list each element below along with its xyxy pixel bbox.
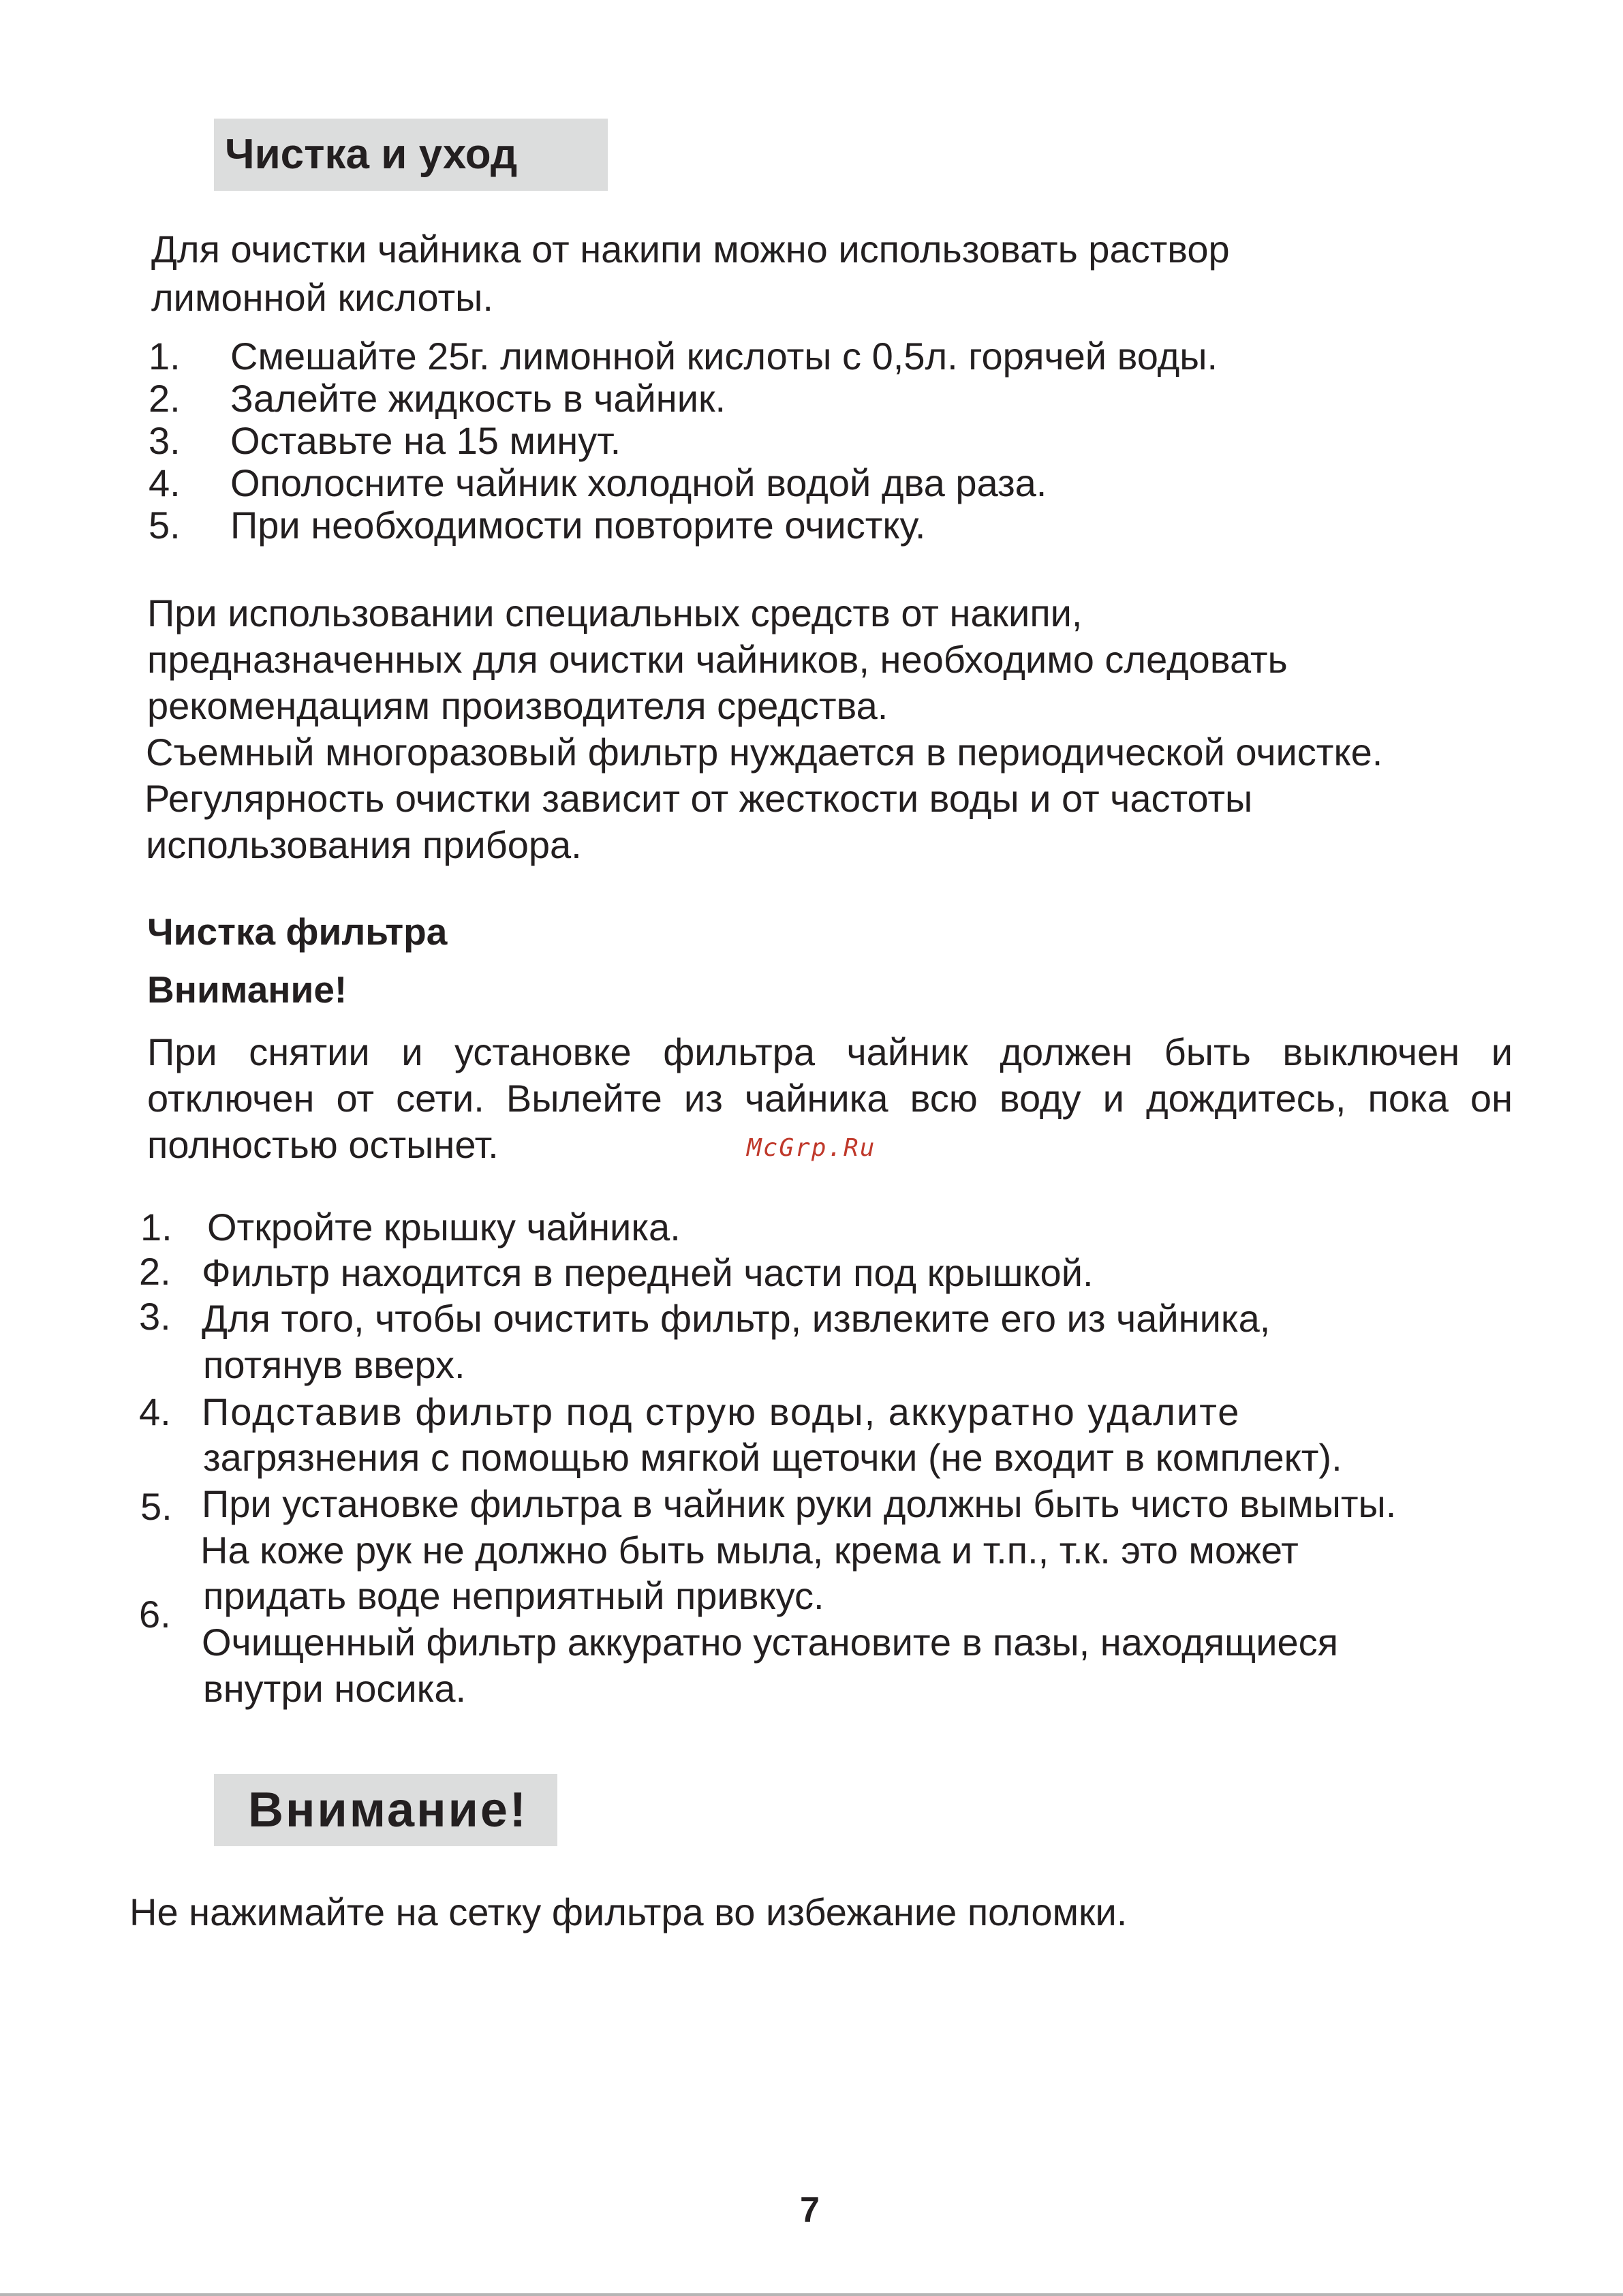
attention-text: Не нажимайте на сетку фильтра во избежание поломки. <box>129 1891 1128 1933</box>
filter-step-line: Откройте крышку чайника. <box>207 1206 681 1249</box>
filter-step-line: потянув вверх. <box>203 1343 465 1386</box>
care-paragraph-line-6: использования прибора. <box>146 823 582 866</box>
care-paragraph-line-3: рекомендациям производителя средства. <box>147 684 888 727</box>
intro-line-1: Для очистки чайника от накипи можно использовать раствор <box>151 228 1230 271</box>
care-step-text: При необходимости повторите очистку. <box>230 504 926 547</box>
filter-step-line: Очищенный фильтр аккуратно установите в пазы, находящиеся <box>202 1621 1338 1664</box>
filter-cleaning-heading: Чистка фильтра <box>147 910 448 953</box>
care-paragraph-line-4: Съемный многоразовый фильтр нуждается в периодической очистке. <box>146 731 1383 774</box>
filter-warning-line-3: полностью остынет. <box>147 1123 499 1166</box>
filter-step-line: внутри носика. <box>203 1667 467 1710</box>
care-step-number: 4. <box>149 461 181 504</box>
care-step-number: 5. <box>149 504 181 547</box>
section-title-attention: Внимание! <box>248 1783 528 1837</box>
watermark: McGrp.Ru <box>747 1134 876 1162</box>
filter-step-line: При установке фильтра в чайник руки должны быть чисто вымыты. <box>202 1482 1397 1525</box>
care-paragraph-line-2: предназначенных для очистки чайников, необходимо следовать <box>147 638 1288 681</box>
filter-warning-line-2: отключен от сети. Вылейте из чайника всю воду и дождитесь, пока он <box>147 1077 1513 1120</box>
filter-step-number: 4. <box>139 1390 171 1433</box>
filter-step-number: 6. <box>139 1593 171 1636</box>
filter-step-line: Для того, чтобы очистить фильтр, извлеките его из чайника, <box>202 1297 1271 1340</box>
care-step-text: Смешайте 25г. лимонной кислоты с 0,5л. горячей воды. <box>230 335 1218 378</box>
care-step-text: Оставьте на 15 минут. <box>230 419 621 462</box>
care-step-text: Ополосните чайник холодной водой два раза. <box>230 461 1047 504</box>
filter-step-number: 3. <box>139 1295 171 1338</box>
filter-step-line: придать воде неприятный привкус. <box>203 1574 824 1617</box>
care-step-number: 1. <box>149 335 181 378</box>
filter-step-number: 1. <box>140 1206 172 1249</box>
section-title-care: Чистка и уход <box>225 131 518 178</box>
care-step-number: 2. <box>149 377 181 420</box>
filter-step-number: 5. <box>140 1485 172 1528</box>
filter-step-number: 2. <box>139 1250 171 1293</box>
filter-attention-heading: Внимание! <box>147 968 347 1011</box>
intro-line-2: лимонной кислоты. <box>151 276 493 319</box>
filter-step-line: Фильтр находится в передней части под крышкой. <box>202 1251 1094 1294</box>
care-paragraph-line-5: Регулярность очистки зависит от жесткости воды и от частоты <box>144 777 1253 820</box>
care-step-text: Залейте жидкость в чайник. <box>230 377 726 420</box>
page-bottom-rule <box>0 2293 1623 2296</box>
filter-step-line: Подставив фильтр под струю воды, аккуратно удалите <box>202 1390 1241 1433</box>
page-number: 7 <box>800 2190 820 2230</box>
filter-step-line: загрязнения с помощью мягкой щеточки (не входит в комплект). <box>203 1436 1342 1479</box>
filter-warning-line-1: При снятии и установке фильтра чайник должен быть выключен и <box>147 1030 1513 1073</box>
filter-step-line: На коже рук не должно быть мыла, крема и т.п., т.к. это может <box>200 1529 1299 1572</box>
care-step-number: 3. <box>149 419 181 462</box>
care-paragraph-line-1: При использовании специальных средств от накипи, <box>147 592 1083 634</box>
